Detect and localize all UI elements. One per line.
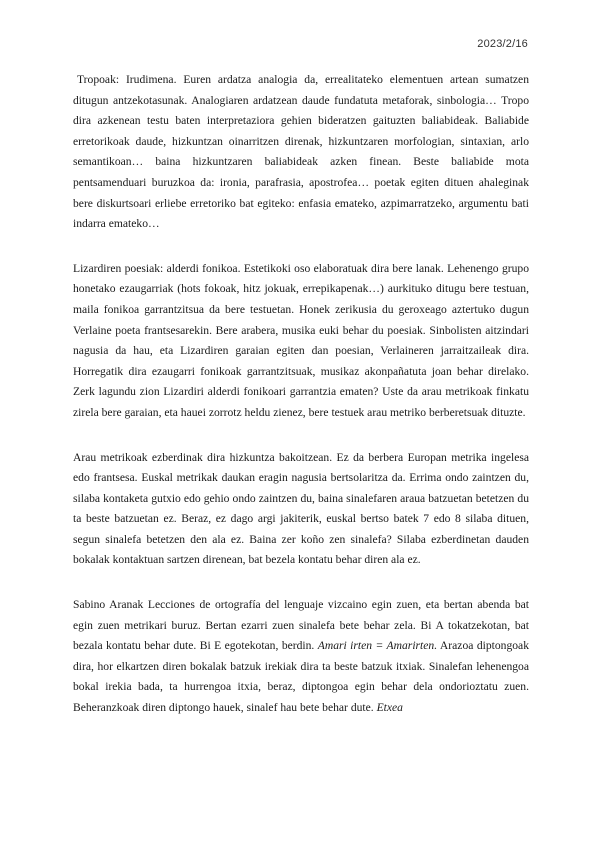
paragraph-lizardi-poesiak: Lizardiren poesiak: alderdi fonikoa. Estetikoki oso elaboratuak dira bere lanak. Lehenengo grupo honetako ezaugarriak (hots fokoak, hitz jokuak, errepikapenak…) aurkituko ditugu bere testuan, maila fonikoa garrantzitsua da bere testuetan. Honek zerikusia du geroxeago aztertuko dugun Verlaine poeta frantsesarekin. Bere arabera, musika euki behar du poesiak. Sinbolisten aitzindari nagusia da hau, eta Lizardiren garaian egiten dan poesian, Verlaineren jarraitzaileak dira. Horregatik dira ezaugarri fonikoak garrantzitsuak, musikaz akonpañatuta joan behar direlako. Zerk lagundu zion Lizardiri alderdi fonikoari garrantzia ematen? Uste da arau metrikoak finkatu zirela bere garaian, eta hauei zorrotz heldu zienez, bere testuek arau metriko berberetsuak dituzte. [73, 261, 529, 419]
document-body [73, 70, 529, 719]
paragraph-arau-metrikoak: Arau metrikoak ezberdinak dira hizkuntza bakoitzean. Ez da berbera Europan metrika ingelesa edo frantsesa. Euskal metrikak daukan eragin nagusia bertsolaritza da. Errima ondo zaintzen du, silaba kontaketa gutxio edo gehio ondo zaintzen du, baina sinalefaren araua batzuetan betetzen du ta beste batzuetan ez. Beraz, ez dago argi jakiterik, euskal bertso batek 7 edo 8 silaba dituen, segun sinalefa betetzen den ala ez. Baina zer koño zen sinalefa? Silaba ezberdinetan dauden bokalak kontaktuan sartzen direnean, bat bezela kontatu behar diren ala ez. [73, 450, 529, 567]
paragraph-text-middle: Arazoa diptongoak dira, hor elkartzen diren bokalak batzuk irekiak dira ta beste batzuk itxiak. Sinalefan lehenengoa bokal irekia bada, ta hurrengoa itxia, beraz, diptongoa egin behar dela ondorioztatu zuen. Beheranzkoak diren diptongo hauek, sinalef hau bete behar dute. [73, 639, 529, 715]
example-etxea: Etxea [376, 701, 403, 715]
paragraph-text-before: Sabino Aranak Lecciones de ortografía del lenguaje vizcaino egin zuen, eta bertan abenda bat egin zuen metrikari buruz. Bertan ezarri zuen sinalefa bete behar zela. Bi A tokatzekotan, bat bezala kontatu behar dute. Bi E egotekotan, berdin. [73, 598, 529, 653]
document-date: 2023/2/16 [477, 38, 528, 50]
paragraph-sabino-arana [73, 595, 529, 719]
paragraph-tropoak: Tropoak: Irudimena. Euren ardatza analogia da, errealitateko elementuen artean sumatzen ditugun antzekotasunak. Analogiaren ardatzean daude fundatuta metaforak, sinbologia… Tropo dira azkenean testu baten interpretaziora gehien bideratzen gaituzten baliabideak. Baliabide erretorikoak daude, hizkuntzan oinarritzen direnak, hizkuntzaren morfologian, sintaxian, arlo semantikoan… baina hizkuntzaren baliabideak azken finean. Beste baliabide mota pentsamenduari buruzkoa da: ironia, parafrasia, apostrofea… poetak egiten dituen ahaleginak bere diskurtsoari erliebe erretoriko bat egiteko: enfasia emateko, azpimarratzeko, argumentu bati indarra emateko… [73, 73, 529, 231]
example-amari-irten: Amari irten = Amarirten. [317, 639, 438, 653]
